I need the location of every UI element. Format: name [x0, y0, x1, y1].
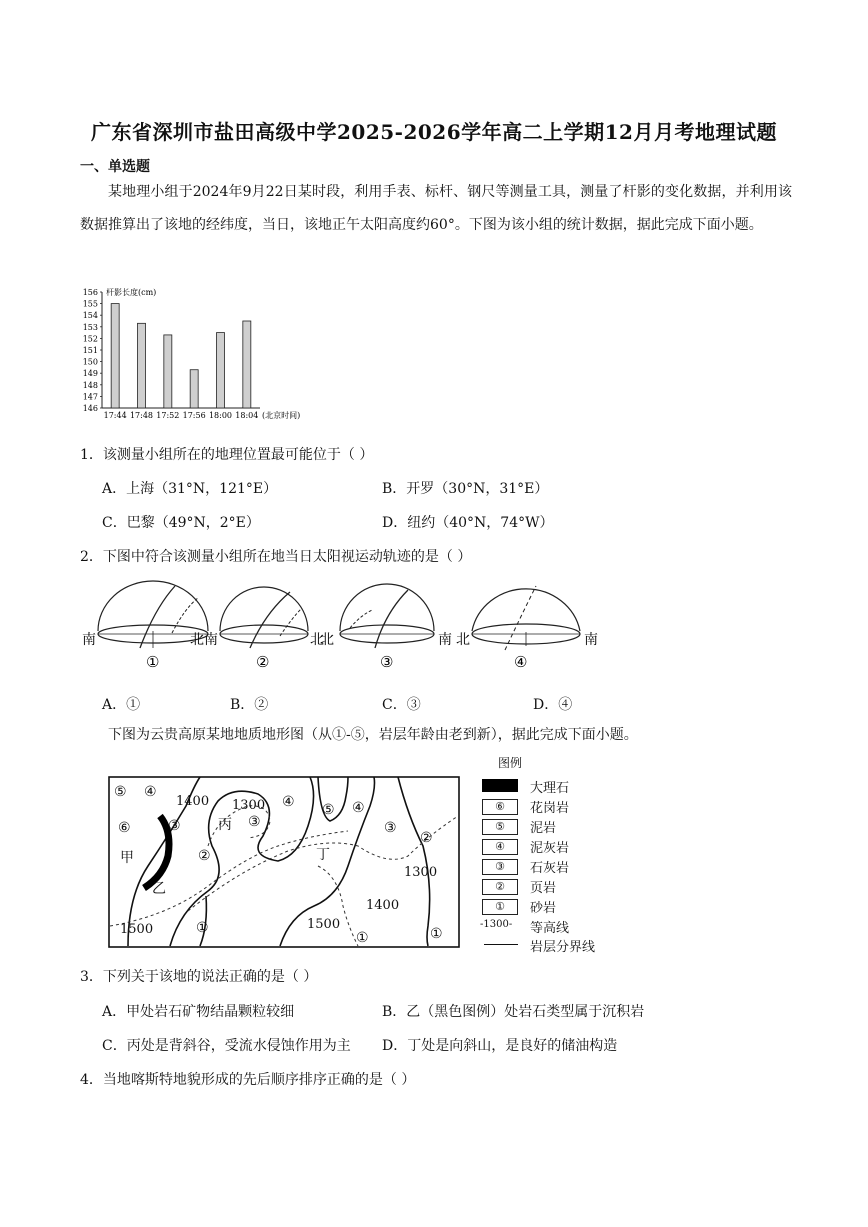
x-tick-label: 18:04 [235, 411, 259, 420]
map-unit-2a: ② [198, 848, 211, 864]
page-title: 广东省深圳市盐田高级中学2025-2026学年高二上学期12月月考地理试题 [91, 120, 777, 144]
question-4-stem: 4．当地喀斯特地貌形成的先后顺序排序正确的是（ ） [80, 1072, 416, 1088]
dome4-left-label: 北 [456, 632, 470, 648]
map-unit-1c: ① [430, 926, 443, 942]
dome-3 [340, 584, 434, 648]
map-unit-2b: ② [420, 830, 433, 846]
map-unit-4c: ④ [352, 800, 365, 816]
map-unit-4a: ④ [144, 784, 157, 800]
sun-path-diagrams [80, 578, 610, 678]
map-unit-4b: ④ [282, 794, 295, 810]
q3-option-b[interactable]: B．乙（黑色图例）处岩石类型属于沉积岩 [382, 1004, 645, 1020]
legend-granite-swatch: ⑥ [482, 799, 518, 815]
q2-option-c[interactable]: C．③ [382, 697, 421, 713]
map-contour-1300b: 1300 [404, 865, 438, 880]
y-tick-label: 155 [82, 299, 98, 309]
map-label-bing: 丙 [218, 817, 232, 833]
y-tick-label: 153 [82, 322, 98, 332]
x-tick-label: 18:00 [208, 411, 233, 420]
map-unit-1b: ① [356, 930, 369, 946]
bar [111, 304, 119, 408]
legend-contour: 等高线 [530, 921, 570, 936]
dome1-number: ① [146, 653, 160, 671]
legend-marl-swatch: ④ [482, 839, 518, 855]
dome3-number: ③ [380, 653, 394, 671]
x-tick-label: 17:56 [182, 411, 206, 420]
map-unit-1a: ① [196, 920, 209, 936]
legend-marble: 大理石 [530, 781, 570, 796]
bar [164, 335, 172, 408]
map-unit-3c: ③ [384, 820, 397, 836]
map-contour-1400b: 1400 [366, 898, 400, 913]
bar [217, 333, 225, 408]
legend-mudstone-swatch: ⑤ [482, 819, 518, 835]
legend-sandstone-swatch: ① [482, 899, 518, 915]
geologic-map [108, 776, 460, 948]
y-tick-label: 146 [82, 404, 98, 413]
map-contour-1500a: 1500 [120, 922, 154, 937]
legend-mudstone: 泥岩 [530, 821, 557, 836]
bar [190, 370, 198, 408]
q2-option-d[interactable]: D．④ [533, 697, 573, 713]
map-unit-5b: ⑤ [322, 802, 335, 818]
q3-option-a[interactable]: A．甲处岩石矿物结晶颗粒较细 [102, 1004, 295, 1020]
dome1-left-label: 南 [82, 632, 96, 648]
q1-option-b[interactable]: B．开罗（30°N，31°E） [382, 481, 549, 497]
question-2-stem: 2．下图中符合该测量小组所在地当日太阳视运动轨迹的是（ ） [80, 549, 472, 565]
y-tick-label: 151 [82, 346, 98, 355]
dome2-number: ② [256, 653, 270, 671]
bar [243, 321, 251, 408]
question-3-stem: 3．下列关于该地的说法正确的是（ ） [80, 969, 318, 985]
y-tick-label: 152 [82, 334, 98, 344]
map-contour-1400: 1400 [176, 794, 210, 809]
intro-paragraph-2: 下图为云贵高原某地地质地形图（从①-⑤，岩层年龄由老到新），据此完成下面小题。 [108, 727, 638, 743]
x-tick-label: 17:48 [129, 411, 154, 420]
q3-option-d[interactable]: D．丁处是向斜山，是良好的储油构造 [382, 1038, 618, 1054]
dome2-left-label: 南 [204, 632, 218, 648]
legend-boundary-swatch [484, 944, 518, 945]
y-tick-label: 154 [82, 311, 98, 321]
dome2-right-label: 北 [310, 632, 324, 648]
dome3-right-label: 南 [438, 632, 452, 648]
legend-boundary: 岩层分界线 [530, 940, 596, 955]
q1-option-a[interactable]: A．上海（31°N，121°E） [102, 481, 278, 497]
y-tick-label: 148 [82, 380, 98, 390]
legend-contour-swatch: -1300- [480, 919, 513, 930]
legend-marl: 泥灰岩 [530, 841, 570, 856]
map-unit-3a: ③ [168, 818, 181, 834]
y-tick-label: 156 [82, 288, 98, 297]
legend-marble-swatch [482, 779, 518, 792]
q3-option-c[interactable]: C．丙处是背斜谷，受流水侵蚀作用为主 [102, 1038, 351, 1054]
map-unit-3b: ③ [248, 814, 261, 830]
map-unit-5a: ⑤ [114, 784, 127, 800]
shadow-length-chart [80, 282, 320, 422]
legend-limestone: 石灰岩 [530, 861, 570, 876]
question-1-stem: 1．该测量小组所在的地理位置最可能位于（ ） [80, 447, 374, 463]
legend-granite: 花岗岩 [530, 801, 570, 816]
legend-sandstone: 砂岩 [530, 901, 557, 916]
intro-paragraph-1: 某地理小组于2024年9月22日某时段，利用手表、标杆、钢尺等测量工具，测量了杆影的变化数据，并利用该数据推算出了该地的经纬度，当日，该地正午太阳高度约60°。下图为该小组的统计数据，据此完成下面小题。 [80, 184, 792, 233]
legend-limestone-swatch: ③ [482, 859, 518, 875]
map-label-yi: 乙 [152, 881, 166, 897]
legend-shale: 页岩 [530, 881, 557, 896]
dome4-right-label: 南 [584, 632, 598, 648]
y-tick-label: 150 [82, 357, 98, 367]
bar [138, 323, 146, 408]
section-heading: 一、单选题 [80, 159, 150, 175]
map-unit-6: ⑥ [118, 820, 131, 836]
dome3-left-label: 北 [320, 632, 334, 648]
y-tick-label: 149 [82, 369, 98, 379]
legend-title: 图例 [498, 756, 523, 770]
dome1-right-label: 北 [190, 632, 204, 648]
x-tick-label: 17:44 [103, 411, 127, 420]
q2-option-b[interactable]: B．② [230, 697, 269, 713]
map-contour-1300a: 1300 [232, 798, 266, 813]
q2-option-a[interactable]: A．① [102, 697, 141, 713]
dome4-number: ④ [514, 653, 528, 671]
q1-option-c[interactable]: C．巴黎（49°N，2°E） [102, 515, 260, 531]
dome-2 [220, 587, 308, 648]
q1-option-d[interactable]: D．纽约（40°N，74°W） [382, 515, 554, 531]
map-label-ding: 丁 [316, 847, 330, 863]
map-label-jia: 甲 [120, 850, 134, 866]
legend-shale-swatch: ② [482, 879, 518, 895]
y-tick-label: 147 [82, 392, 98, 402]
y-axis-label: 杆影长度(cm) [106, 288, 157, 297]
map-contour-1500b: 1500 [307, 917, 341, 932]
x-axis-label: (北京时间) [262, 411, 301, 420]
dome-4 [472, 586, 580, 650]
x-tick-label: 17:52 [156, 411, 180, 420]
